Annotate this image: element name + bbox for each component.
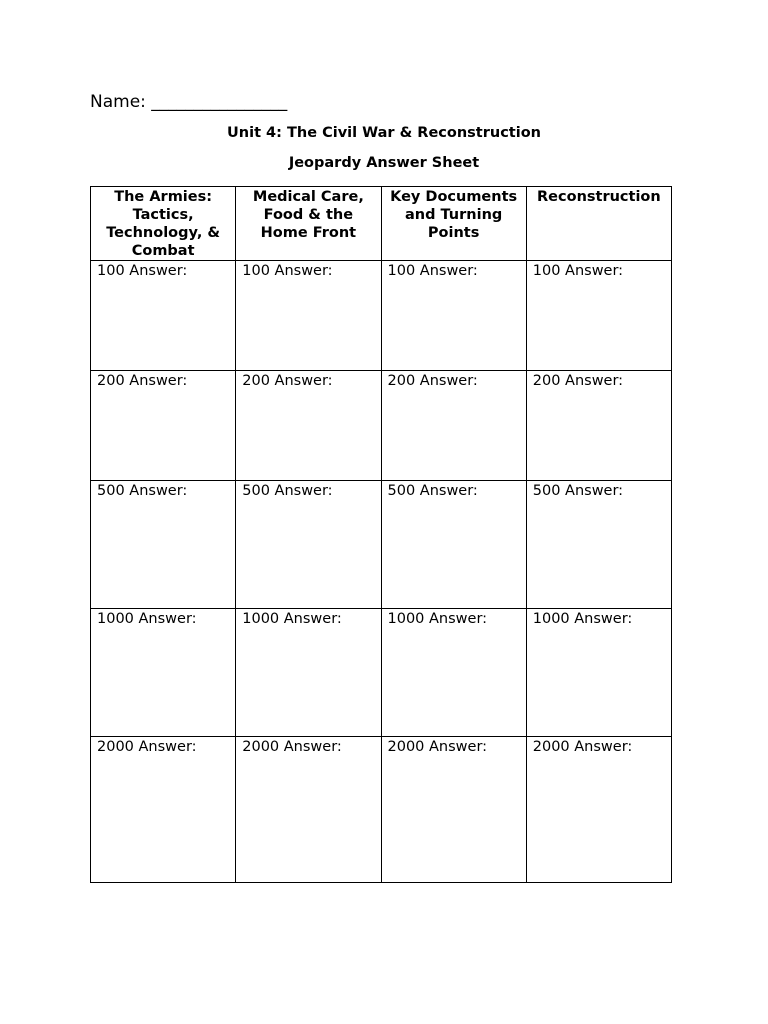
column-header-medical: Medical Care, Food & the Home Front <box>236 187 381 261</box>
answer-cell: 200 Answer: <box>381 371 526 481</box>
column-header-armies: The Armies: Tactics, Technology, & Combat <box>91 187 236 261</box>
column-header-reconstruction: Reconstruction <box>526 187 671 261</box>
column-header-documents: Key Documents and Turning Points <box>381 187 526 261</box>
answer-cell: 500 Answer: <box>91 481 236 609</box>
table-row <box>91 481 672 609</box>
document-title: Unit 4: The Civil War & Reconstruction <box>227 125 541 141</box>
answer-cell: 2000 Answer: <box>526 737 671 883</box>
answer-cell: 500 Answer: <box>526 481 671 609</box>
answer-cell: 200 Answer: <box>91 371 236 481</box>
answer-cell: 200 Answer: <box>236 371 381 481</box>
table-row <box>91 609 672 737</box>
table-header-row <box>91 187 672 261</box>
answer-cell: 2000 Answer: <box>236 737 381 883</box>
name-field-label: Name: ________________ <box>90 92 288 112</box>
answer-cell: 100 Answer: <box>381 261 526 371</box>
answer-cell: 100 Answer: <box>236 261 381 371</box>
table-row <box>91 261 672 371</box>
answer-cell: 1000 Answer: <box>91 609 236 737</box>
table-row <box>91 737 672 883</box>
answer-cell: 2000 Answer: <box>91 737 236 883</box>
answer-cell: 100 Answer: <box>91 261 236 371</box>
answer-cell: 1000 Answer: <box>526 609 671 737</box>
answer-cell: 500 Answer: <box>381 481 526 609</box>
answer-cell: 1000 Answer: <box>236 609 381 737</box>
document-subtitle: Jeopardy Answer Sheet <box>288 155 480 171</box>
answer-cell: 500 Answer: <box>236 481 381 609</box>
answer-cell: 200 Answer: <box>526 371 671 481</box>
answer-cell: 2000 Answer: <box>381 737 526 883</box>
answer-table <box>90 186 672 883</box>
answer-cell: 100 Answer: <box>526 261 671 371</box>
table-row <box>91 371 672 481</box>
answer-cell: 1000 Answer: <box>381 609 526 737</box>
